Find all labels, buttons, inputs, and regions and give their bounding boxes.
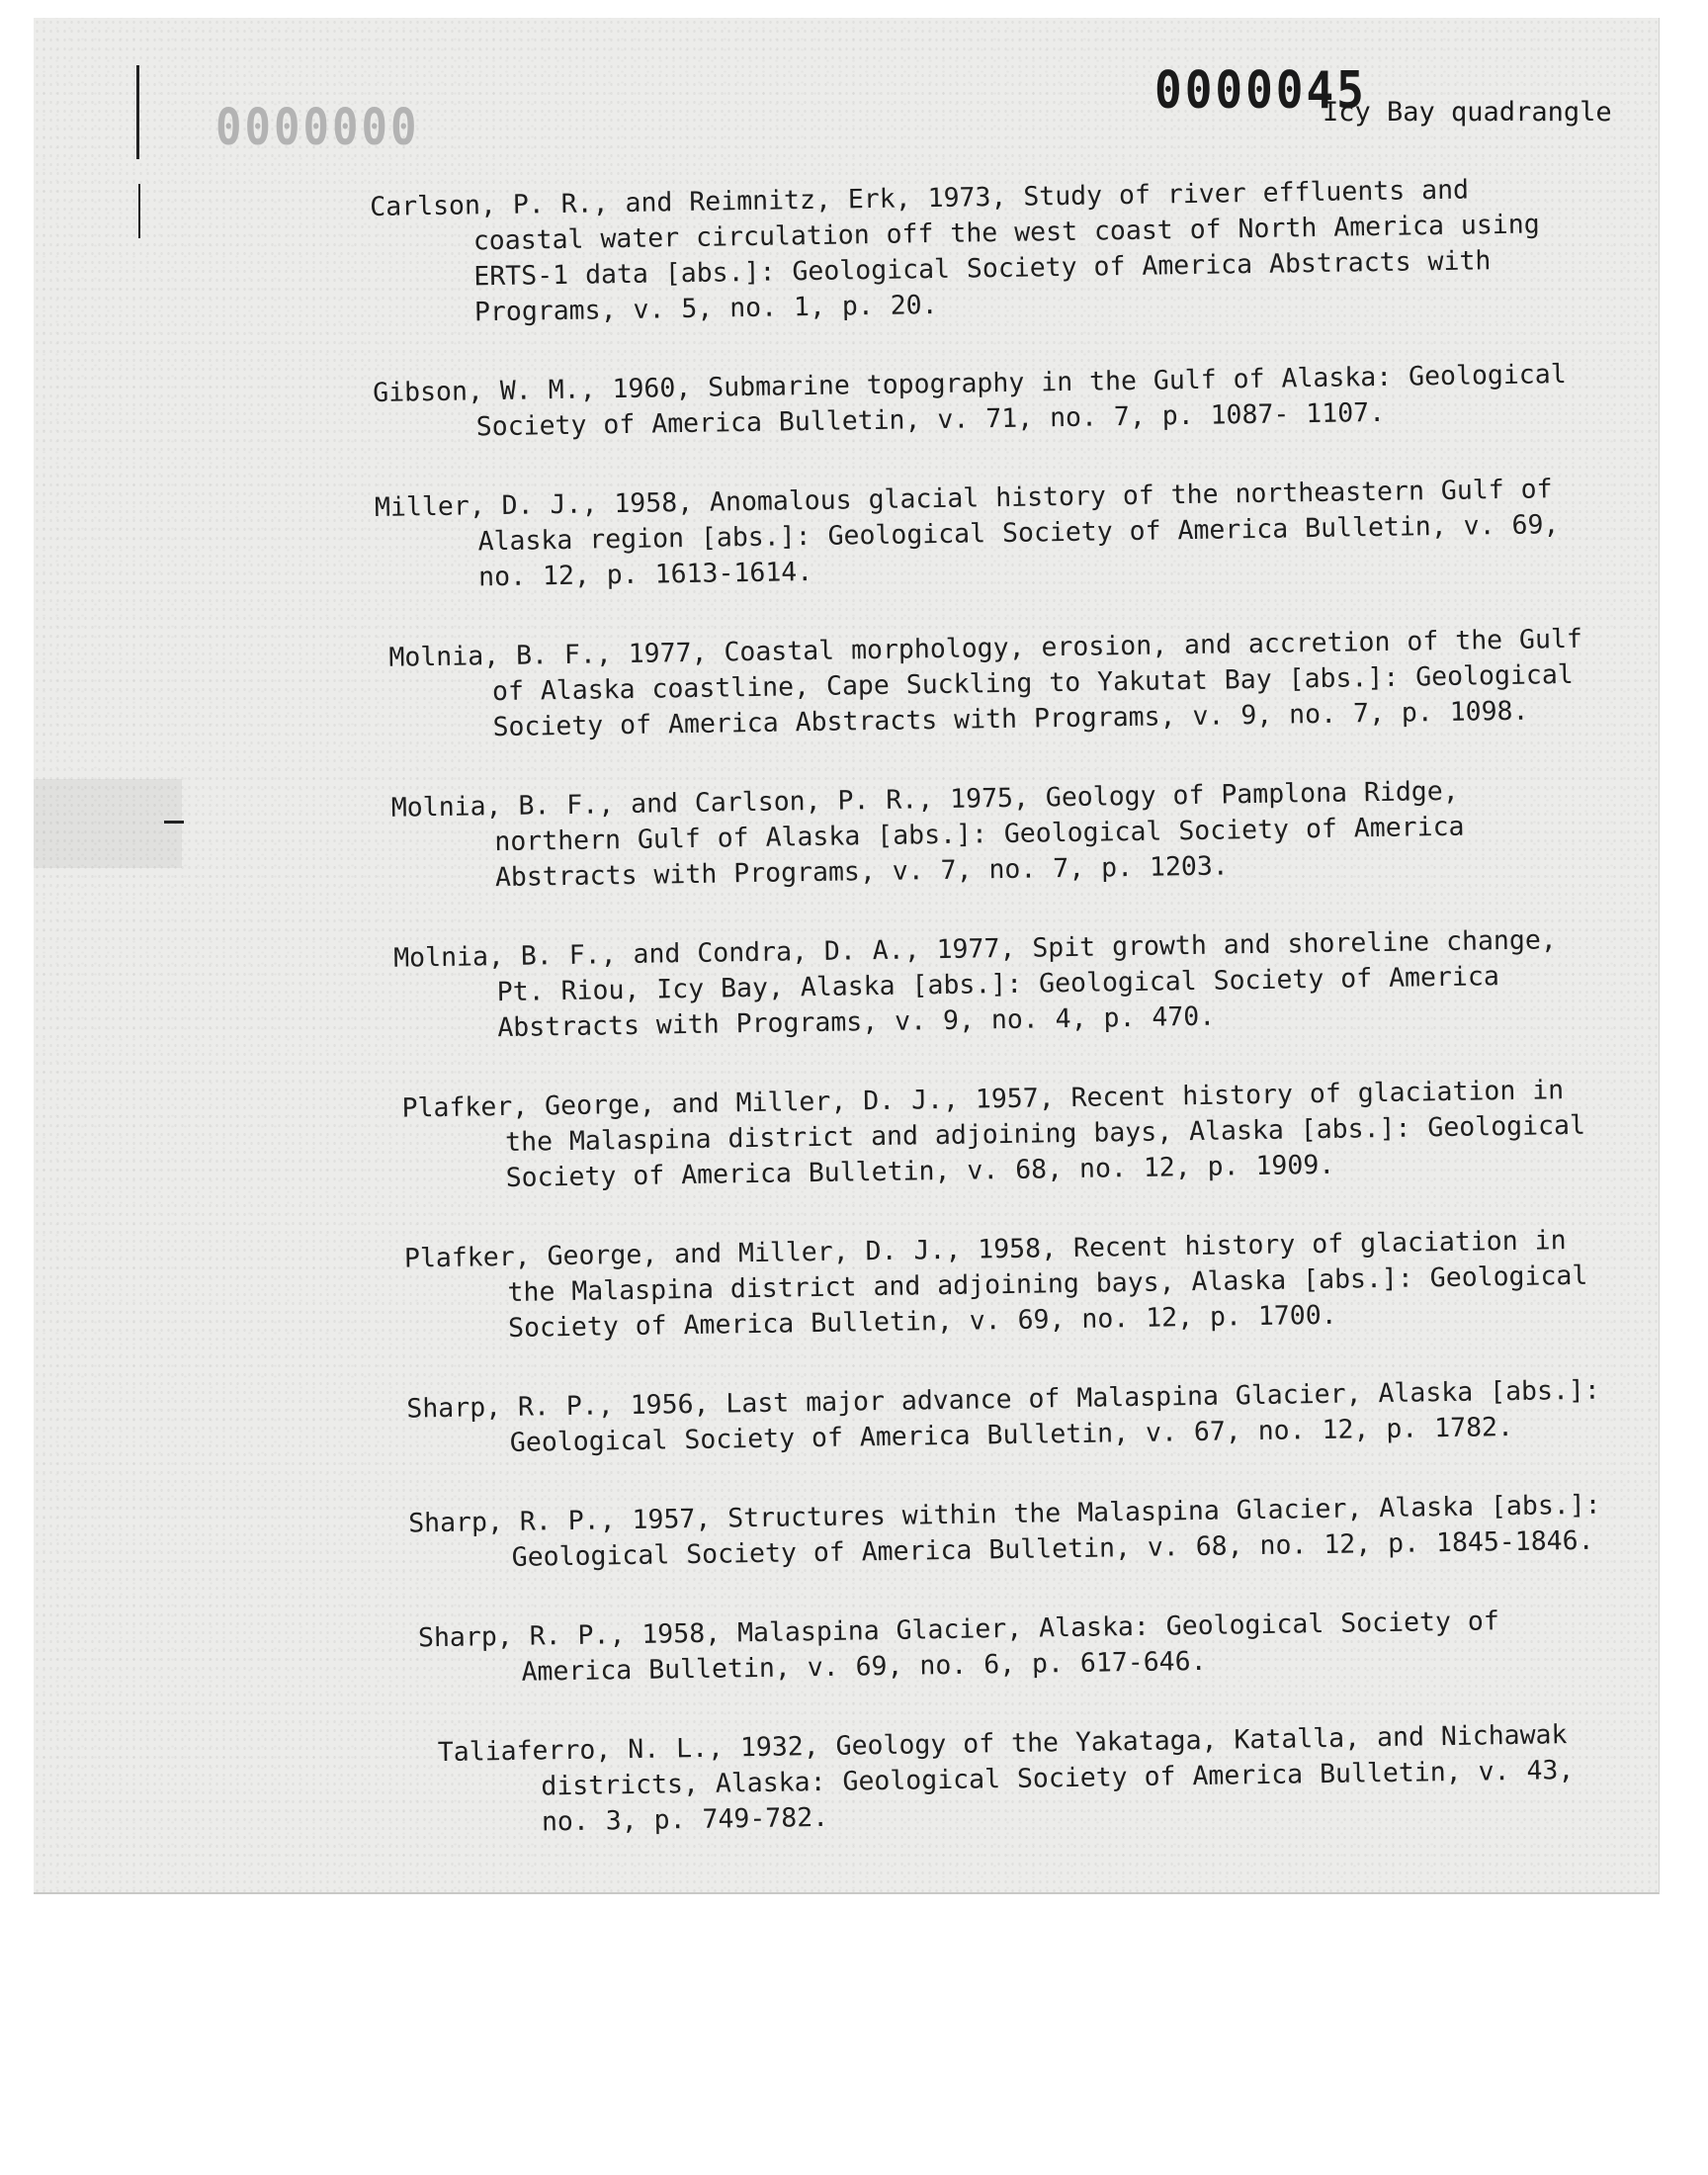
reference-entry: Carlson, P. R., and Reimnitz, Erk, 1973, Study of river effluents and coastal water circulation off the west coast of North America using ERTS-1 data [abs.]: Geological Society of America Abstracts with Programs, v. 5, no. 1, p. 20. (370, 174, 1540, 328)
faded-page-stamp: 0000000 (215, 99, 420, 157)
margin-mark (136, 65, 139, 159)
page-number-stamp: 0000045 (1154, 59, 1367, 121)
reference-entry: Miller, D. J., 1958, Anomalous glacial history of the northeastern Gulf of Alaska region [abs.]: Geological Society of America Bulletin, v. 69, no. 12, p. 1613-1614. (374, 474, 1560, 593)
reference-entry: Plafker, George, and Miller, D. J., 1957, Recent history of glaciation in the Malaspina district and adjoining bays, Alaska [abs.]: Geological Society of America Bulletin, v. 68, no. 12, p. 1909. (401, 1075, 1586, 1193)
reference-entry: Sharp, R. P., 1956, Last major advance of Malaspina Glacier, Alaska [abs.]: Geological Society of America Bulletin, v. 67, no. 12, p. 1782. (406, 1374, 1601, 1458)
reference-list (370, 171, 1612, 1886)
reference-entry: Plafker, George, and Miller, D. J., 1958, Recent history of glaciation in the Malaspina district and adjoining bays, Alaska [abs.]: Geological Society of America Bulletin, v. 69, no. 12, p. 1700. (403, 1225, 1588, 1344)
reference-entry: Sharp, R. P., 1957, Structures within the Malaspina Glacier, Alaska [abs.]: Geological Society of America Bulletin, v. 68, no. 12, p. 1845-1846. (407, 1489, 1601, 1573)
scan-shadow (34, 779, 182, 868)
margin-dash (164, 821, 184, 824)
reference-entry: Sharp, R. P., 1958, Malaspina Glacier, Alaska: Geological Society of America Bulletin, v. 69, no. 6, p. 617-646. (417, 1606, 1500, 1688)
reference-entry: Molnia, B. F., and Carlson, P. R., 1975, Geology of Pamplona Ridge, northern Gulf of Alaska [abs.]: Geological Society of America Abstracts with Programs, v. 7, no. 7, p. 1203. (390, 775, 1465, 894)
quadrangle-title: Icy Bay quadrangle (1323, 97, 1612, 128)
reference-entry: Gibson, W. M., 1960, Submarine topography in the Gulf of Alaska: Geological Society of America Bulletin, v. 71, no. 7, p. 1087- 1107. (372, 359, 1567, 443)
reference-entry: Molnia, B. F., 1977, Coastal morphology, erosion, and accretion of the Gulf of Alaska coastline, Cape Suckling to Yakutat Bay [abs.]: Geological Society of America Abstracts with Programs, v. 9, no. 7, p. 1098. (388, 623, 1583, 743)
margin-mark (138, 184, 140, 238)
reference-entry: Taliaferro, N. L., 1932, Geology of the Yakataga, Katalla, and Nichawak districts, Alaska: Geological Society of America Bulletin, v. 43, no. 3, p. 749-782. (437, 1719, 1575, 1838)
reference-entry: Molnia, B. F., and Condra, D. A., 1977, Spit growth and shoreline change, Pt. Riou, Icy Bay, Alaska [abs.]: Geological Society of America Abstracts with Programs, v. 9, no. 4, p. 470. (392, 924, 1557, 1044)
